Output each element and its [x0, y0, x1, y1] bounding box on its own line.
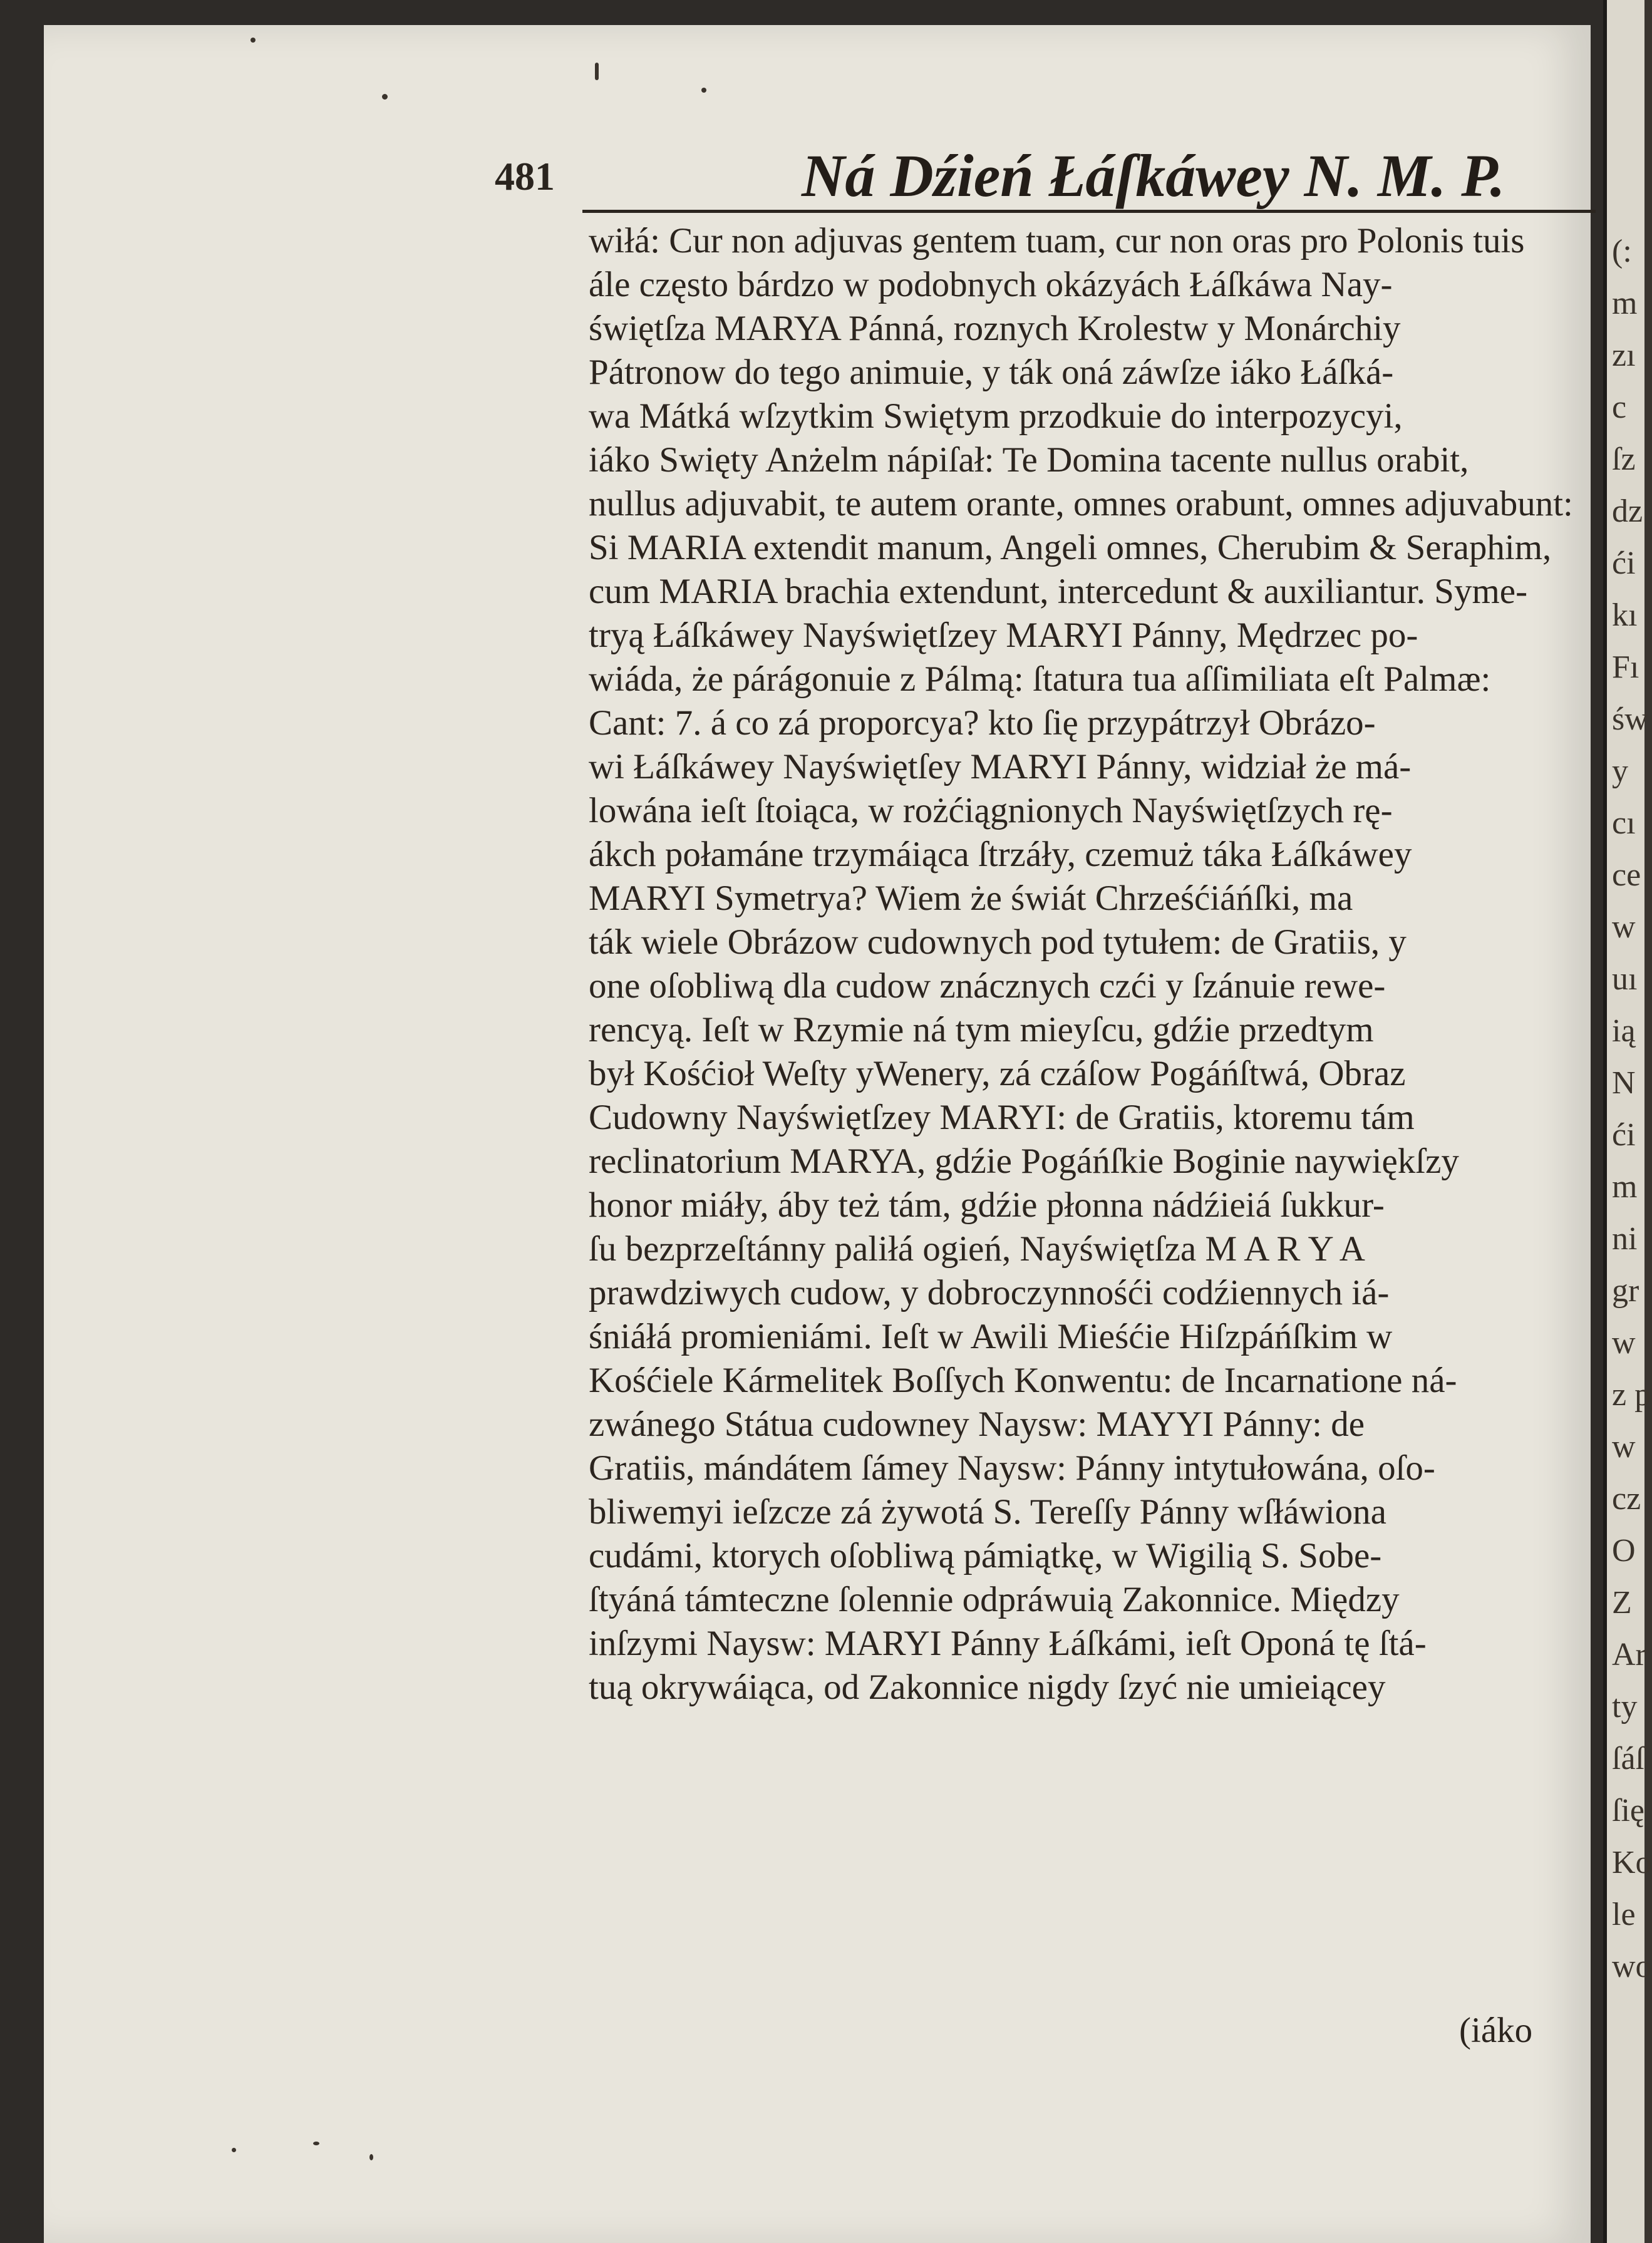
text-line: Kośćiele Kármelitek Boſſych Konwentu: de Incarnatione ná- — [589, 1361, 1457, 1400]
ink-speck — [701, 88, 706, 93]
text-line: prawdziwych cudow, y dobroczynnośći codźiennych iá- — [589, 1273, 1390, 1312]
body-text — [589, 219, 1591, 1709]
text-line: ſu bezprzeſtánny paliłá ogień, Nayświętſza M A R Y A — [589, 1229, 1365, 1269]
page-number: 481 — [495, 154, 555, 199]
facing-page-fragment: w — [1612, 1429, 1636, 1465]
facing-page-fragment: ſz — [1612, 441, 1636, 477]
text-line: Si MARIA extendit manum, Angeli omnes, Cherubim & Seraphim, — [589, 528, 1552, 567]
facing-page-fragment: ią — [1612, 1013, 1636, 1049]
ink-speck — [313, 2142, 319, 2145]
text-line: tryą Łáſkáwey Nayświętſzey MARYI Pánny, Mędrzec po- — [589, 616, 1418, 655]
text-line: one oſobliwą dla cudow znácznych czći y ſzánuie rewe- — [589, 966, 1386, 1006]
facing-page-fragment: Fı — [1612, 649, 1639, 685]
facing-page-fragment: le — [1612, 1897, 1636, 1932]
text-line: zwánego Státua cudowney Naysw: MAYYI Pánny: de — [589, 1405, 1365, 1444]
ink-speck — [250, 38, 256, 43]
facing-page-fragment: ty — [1612, 1689, 1638, 1725]
ink-speck — [382, 94, 388, 100]
text-line: cum MARIA brachia extendunt, intercedunt & auxiliantur. Syme- — [589, 572, 1528, 611]
text-line: Cant: 7. á co zá proporcya? kto ſię przypátrzył Obrázo- — [589, 703, 1376, 743]
facing-page-fragment: N — [1612, 1065, 1636, 1101]
text-line: wiłá: Cur non adjuvas gentem tuam, cur non oras pro Polonis tuis — [589, 221, 1525, 260]
facing-page-fragment: cz — [1612, 1481, 1641, 1517]
facing-page-fragment: wo — [1612, 1949, 1652, 1984]
facing-page-fragment: ce — [1612, 857, 1641, 893]
facing-page-fragment: Ar — [1612, 1637, 1646, 1673]
facing-page-fragment: w — [1612, 1325, 1636, 1361]
text-line: ále często bárdzo w podobnych okázyách Łáſkáwa Nay- — [589, 265, 1393, 304]
text-line: honor miáły, áby też tám, gdźie płonna nádźieiá ſukkur- — [589, 1185, 1385, 1225]
facing-page-edge — [1603, 0, 1652, 2243]
text-line: ákch połamáne trzymáiąca ſtrzáły, czemuż táka Łáſkáwey — [589, 835, 1412, 874]
text-line: tuą okrywáiąca, od Zakonnice nigdy ſzyć nie umieiącey — [589, 1668, 1386, 1707]
running-title: Ná Dźień Łáſkáwey N. M. P. — [802, 142, 1505, 209]
facing-page-fragment: c — [1612, 389, 1627, 425]
text-line: ták wiele Obrázow cudownych pod tytułem: de Gratiis, y — [589, 922, 1407, 962]
text-line: wiáda, że párágonuie z Pálmą: ſtatura tua aſſimiliata eſt Palmæ: — [589, 659, 1491, 699]
facing-page-fragment: ći — [1612, 545, 1636, 581]
text-line: świętſza MARYA Pánná, roznych Krolestw y Monárchiy — [589, 309, 1401, 348]
text-line: Cudowny Nayświętſzey MARYI: de Gratiis, ktoremu tám — [589, 1098, 1415, 1137]
facing-page-fragment: Ko — [1612, 1845, 1652, 1880]
facing-page-fragment: w — [1612, 909, 1636, 945]
text-line: ſtyáná támteczne ſolennie odpráwuią Zakonnice. Między — [589, 1580, 1400, 1619]
facing-page-fragment: cı — [1612, 805, 1636, 841]
text-line: Gratiis, mándátem ſámey Naysw: Pánny intytułowána, oſo- — [589, 1448, 1435, 1488]
text-line: inſzymi Naysw: MARYI Pánny Łáſkámi, ieſt Oponá tę ſtá- — [589, 1624, 1427, 1663]
text-line: wi Łáſkáwey Nayświętſey MARYI Pánny, widział że má- — [589, 747, 1412, 786]
text-line: iáko Swięty Anżelm nápiſał: Te Domina tacente nullus orabit, — [589, 440, 1469, 480]
facing-page-fragment: Z — [1612, 1585, 1632, 1621]
text-line: nullus adjuvabit, te autem orante, omnes orabunt, omnes adjuvabunt: — [589, 484, 1573, 523]
facing-page-fragment: O — [1612, 1533, 1636, 1569]
facing-page-fragment: zı — [1612, 338, 1636, 373]
facing-page-fragment: kı — [1612, 597, 1638, 633]
facing-page-fragment: (: — [1612, 234, 1632, 269]
text-line: był Kośćioł Weſty yWenery, zá czáſow Pogáńſtwá, Obraz — [589, 1054, 1406, 1093]
facing-page-fragment: ni — [1612, 1221, 1638, 1257]
text-line: lowána ieſt ſtoiąca, w rożćiągnionych Nayświętſzych rę- — [589, 791, 1393, 830]
header-rule — [582, 210, 1596, 213]
text-line: reclinatorium MARYA, gdźie Pogáńſkie Boginie naywiękſzy — [589, 1142, 1459, 1181]
facing-page-fragment: ći — [1612, 1117, 1636, 1153]
facing-page-fragment: z p — [1612, 1377, 1651, 1413]
text-line: Pátronow do tego animuie, y ták oná záwſze iáko Łáſká- — [589, 353, 1394, 392]
facing-page-fragment: ſię — [1612, 1793, 1644, 1828]
text-line: MARYI Symetrya? Wiem że świát Chrześćiáńſki, ma — [589, 879, 1353, 918]
facing-page-fragment: m — [1612, 286, 1638, 321]
facing-page-fragment: y — [1612, 753, 1628, 789]
catchword: (iáko — [1459, 2011, 1533, 2050]
ink-speck — [232, 2148, 236, 2152]
text-line: rencyą. Ieſt w Rzymie ná tym mieyſcu, gdźie przedtym — [589, 1010, 1374, 1049]
facing-page-fragment: ſáſ — [1612, 1741, 1644, 1776]
text-line: cudámi, ktorych oſobliwą pámiątkę, w Wigilią S. Sobe- — [589, 1536, 1382, 1575]
facing-page-fragment: m — [1612, 1169, 1638, 1205]
facing-page-fragment: dz — [1612, 493, 1643, 529]
text-line: bliwemyi ieſzcze zá żywotá S. Tereſſy Pánny wſłáwiona — [589, 1492, 1386, 1532]
ink-speck — [369, 2154, 373, 2160]
ink-speck — [595, 63, 599, 80]
text-line: śniáłá promieniámi. Ieſt w Awili Mieśćie Hiſzpáńſkim w — [589, 1317, 1393, 1356]
facing-page-fragment: uı — [1612, 961, 1638, 997]
facing-page-fragment: św — [1612, 701, 1648, 737]
facing-page-fragment: gr — [1612, 1273, 1639, 1309]
text-line: wa Mátká wſzytkim Swiętym przodkuie do interpozycyi, — [589, 396, 1403, 436]
